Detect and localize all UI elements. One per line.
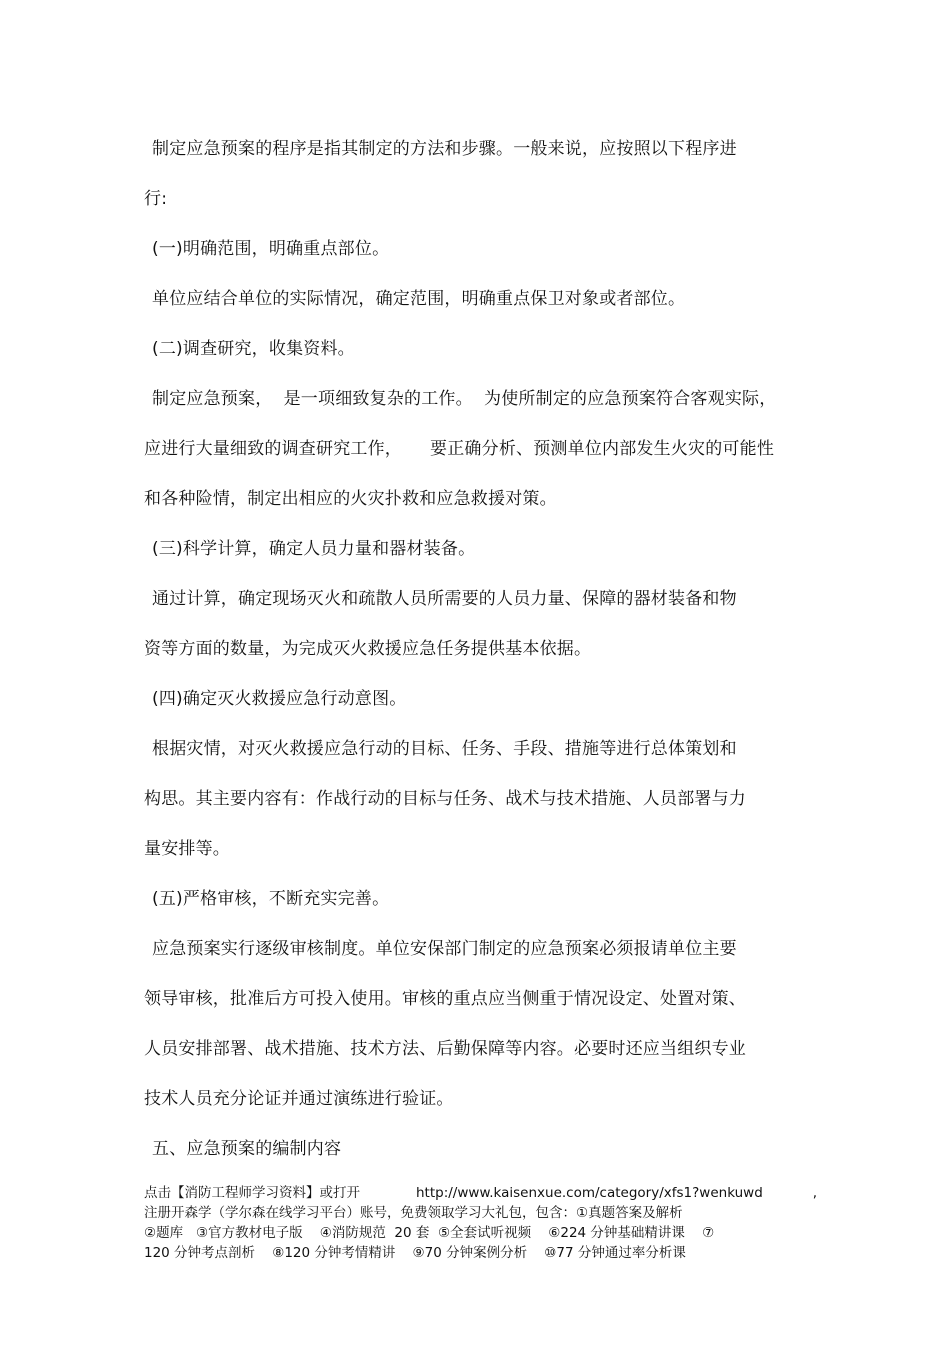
paragraph-intro-line-1: 制定应急预案的程序是指其制定的方法和步骤。一般来说，应按照以下程序进: [152, 139, 737, 159]
promo-row-3: ②题库 ③官方教材电子版 ④消防规范 20 套 ⑤全套试听视频 ⑥224 分钟基础精讲课 ⑦: [144, 1225, 715, 1241]
promo-row-2: 注册开森学（学尔森在线学习平台）账号，免费领取学习大礼包，包含：①真题答案及解析: [144, 1205, 683, 1221]
paragraph-step-5-line-3: 人员安排部署、战术措施、技术方法、后勤保障等内容。必要时还应当组织专业: [144, 1039, 746, 1059]
paragraph-step-3-line-1: 通过计算，确定现场灭火和疏散人员所需要的人员力量、保障的器材装备和物: [152, 589, 737, 609]
paragraph-step-2-line-3: 和各种险情，制定出相应的火灾扑救和应急救援对策。: [144, 489, 557, 509]
promo-comma: ,: [812, 1185, 818, 1201]
section-heading-5: 五、应急预案的编制内容: [152, 1139, 342, 1159]
heading-step-5: (五)严格审核，不断充实完善。: [152, 889, 390, 909]
heading-step-2: (二)调查研究，收集资料。: [152, 339, 355, 359]
promo-row-4: 120 分钟考点剖析 ⑧120 分钟考情精讲 ⑨70 分钟案例分析 ⑩77 分钟通过率分析课: [144, 1245, 686, 1261]
paragraph-step-4-line-2: 构思。其主要内容有：作战行动的目标与任务、战术与技术措施、人员部署与力: [144, 789, 746, 809]
paragraph-step-2-line-1: 制定应急预案， 是一项细致复杂的工作。 为使所制定的应急预案符合客观实际，: [152, 389, 777, 409]
paragraph-step-3-line-2: 资等方面的数量，为完成灭火救援应急任务提供基本依据。: [144, 639, 592, 659]
promo-footer: [144, 1183, 818, 1263]
paragraph-step-4-line-1: 根据灾情，对灭火救援应急行动的目标、任务、手段、措施等进行总体策划和: [152, 739, 737, 759]
paragraph-step-4-line-3: 量安排等。: [144, 839, 230, 859]
paragraph-step-5-line-2: 领导审核，批准后方可投入使用。审核的重点应当侧重于情况设定、处置对策、: [144, 989, 746, 1009]
heading-step-3: (三)科学计算，确定人员力量和器材装备。: [152, 539, 476, 559]
promo-prefix-link[interactable]: 点击【消防工程师学习资料】或打开: [144, 1185, 360, 1201]
heading-step-4: (四)确定灭火救援应急行动意图。: [152, 689, 407, 709]
paragraph-step-5-line-4: 技术人员充分论证并通过演练进行验证。: [144, 1089, 454, 1109]
paragraph-step-1: 单位应结合单位的实际情况，确定范围，明确重点保卫对象或者部位。: [152, 289, 686, 309]
heading-step-1: (一)明确范围，明确重点部位。: [152, 239, 390, 259]
paragraph-step-5-line-1: 应急预案实行逐级审核制度。单位安保部门制定的应急预案必须报请单位主要: [152, 939, 737, 959]
paragraph-intro-line-2: 行:: [144, 189, 168, 209]
promo-url-link[interactable]: http://www.kaisenxue.com/category/xfs1?wenkuwd: [416, 1185, 763, 1201]
promo-row-1: [144, 1183, 818, 1203]
paragraph-step-2-line-2: 应进行大量细致的调查研究工作， 要正确分析、预测单位内部发生火灾的可能性: [144, 439, 775, 459]
